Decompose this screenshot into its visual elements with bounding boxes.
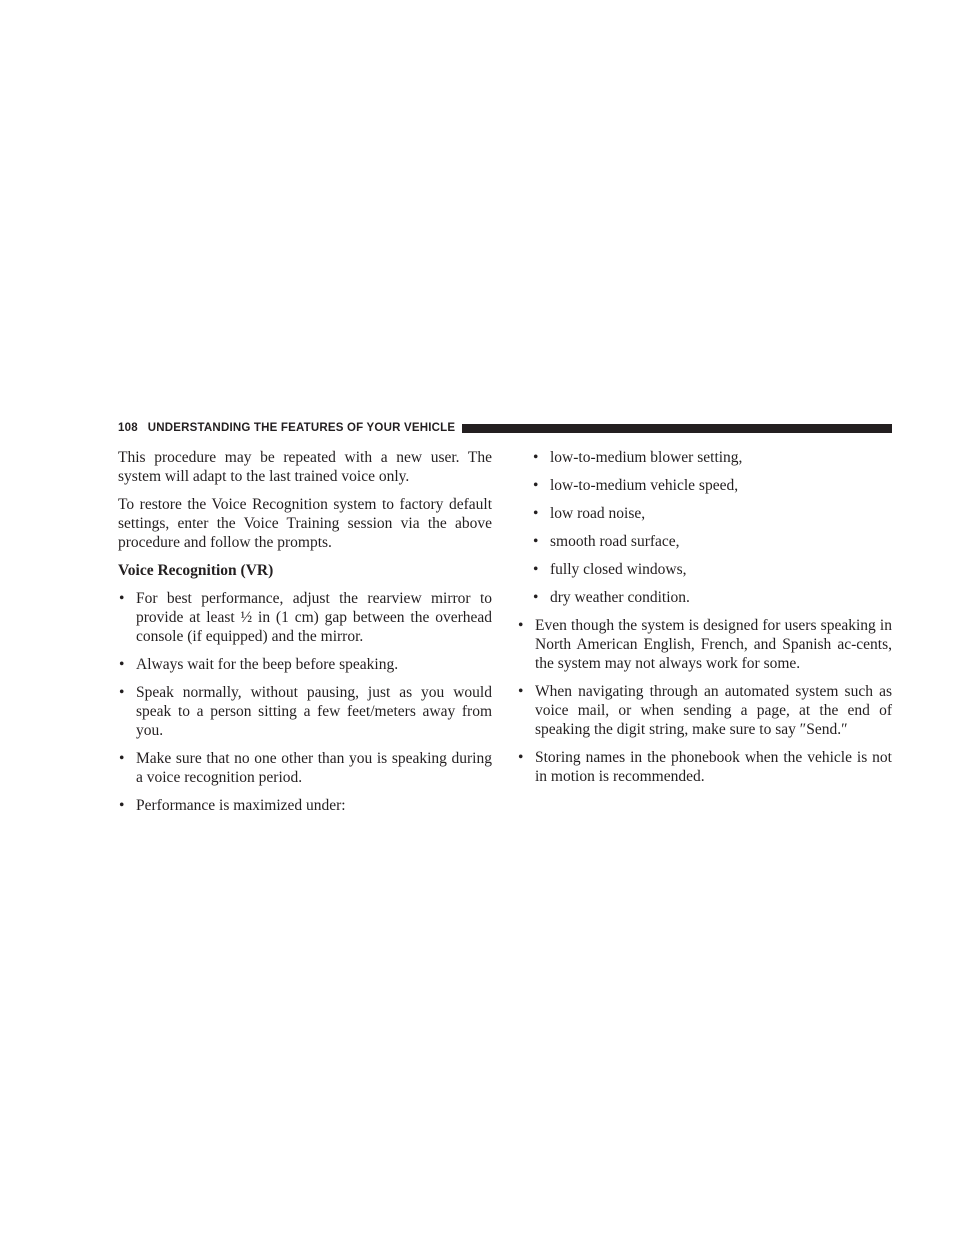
bullet-icon: • xyxy=(533,477,539,494)
bullet-icon: • xyxy=(518,617,524,634)
sub-bullet-list xyxy=(517,448,892,607)
bullet-icon: • xyxy=(119,684,125,701)
list-item-text: Always wait for the beep before speaking. xyxy=(136,656,399,673)
list-item-text: Make sure that no one other than you is speaking during a voice recognition period. xyxy=(136,750,492,786)
list-item-text: smooth road surface, xyxy=(550,533,680,550)
paragraph: To restore the Voice Recognition system to factory default settings, enter the Voice Training session via the above procedure and follow the prompts. xyxy=(118,496,492,551)
list-item-text: low-to-medium vehicle speed, xyxy=(550,477,739,494)
right-column xyxy=(517,448,892,795)
page-number: 108 xyxy=(118,422,138,434)
bullet-icon: • xyxy=(533,533,539,550)
sub-list-item xyxy=(532,476,892,495)
bullet-icon: • xyxy=(518,749,524,766)
list-item xyxy=(118,683,492,740)
bullet-icon: • xyxy=(119,656,125,673)
bullet-list xyxy=(118,589,492,815)
list-item xyxy=(517,682,892,739)
bullet-icon: • xyxy=(533,505,539,522)
list-item-text: When navigating through an automated system such as voice mail, or when sending a page, at the end of speaking the digit string, make sure to say ″Send.″ xyxy=(535,683,892,738)
list-item-text: Storing names in the phonebook when the vehicle is not in motion is recommended. xyxy=(535,749,892,785)
bullet-icon: • xyxy=(119,750,125,767)
page-header xyxy=(118,420,892,436)
left-column xyxy=(118,448,492,824)
bullet-icon: • xyxy=(119,797,125,814)
list-item-text: Performance is maximized under: xyxy=(136,797,346,814)
list-item xyxy=(118,589,492,646)
sub-list-item xyxy=(532,504,892,523)
header-rule xyxy=(462,424,892,433)
list-item xyxy=(118,749,492,787)
sub-list-item xyxy=(532,560,892,579)
list-item-text: Speak normally, without pausing, just as you would speak to a person sitting a few feet/meters away from you. xyxy=(136,684,492,739)
list-item-text: Even though the system is designed for users speaking in North American English, French, and Spanish ac-cents, the system may not always work for some. xyxy=(535,617,892,672)
list-item xyxy=(118,796,492,815)
bullet-icon: • xyxy=(533,449,539,466)
section-heading: Voice Recognition (VR) xyxy=(118,562,274,579)
bullet-icon: • xyxy=(119,590,125,607)
sub-list-item xyxy=(532,532,892,551)
sub-list-item xyxy=(532,448,892,467)
list-item-text: For best performance, adjust the rearview mirror to provide at least ½ in (1 cm) gap between the overhead console (if equipped) and the mirror. xyxy=(136,590,492,645)
list-item xyxy=(517,748,892,786)
bullet-list xyxy=(517,616,892,786)
list-item-text: low road noise, xyxy=(550,505,646,522)
list-item xyxy=(118,655,492,674)
list-item-text: dry weather condition. xyxy=(550,589,690,606)
sub-list-item xyxy=(532,588,892,607)
bullet-icon: • xyxy=(533,589,539,606)
bullet-icon: • xyxy=(518,683,524,700)
bullet-icon: • xyxy=(533,561,539,578)
paragraph: This procedure may be repeated with a new user. The system will adapt to the last trained voice only. xyxy=(118,449,492,485)
section-title: UNDERSTANDING THE FEATURES OF YOUR VEHICLE xyxy=(147,422,456,434)
list-item xyxy=(517,616,892,673)
list-item-text: fully closed windows, xyxy=(550,561,687,578)
list-item-text: low-to-medium blower setting, xyxy=(550,449,743,466)
